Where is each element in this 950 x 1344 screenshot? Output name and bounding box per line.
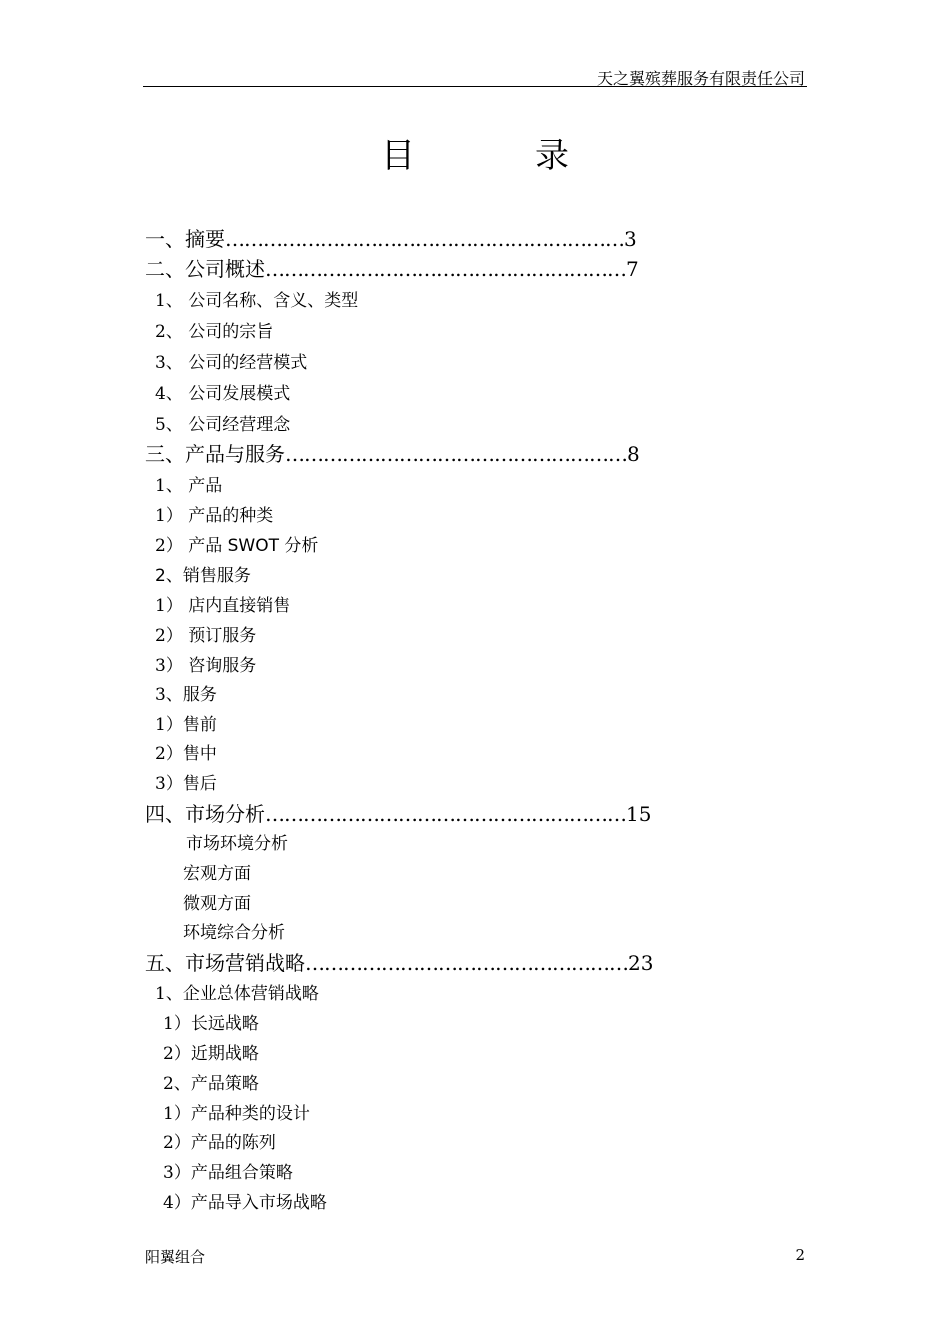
toc-section-4-leader: …………………………………………………	[265, 802, 626, 826]
footer-page-number: 2	[795, 1246, 805, 1264]
toc-item-3-3-b[interactable]: 2）售中	[155, 744, 217, 764]
toc-item-3-2[interactable]	[155, 561, 251, 586]
title-char-left: 目	[381, 136, 415, 176]
toc-item-2-2[interactable]: 2、 公司的宗旨	[155, 322, 274, 342]
toc-item-3-2-number: 2	[155, 566, 166, 586]
title-char-right: 录	[535, 136, 569, 176]
toc-section-2-leader: …………………………………………………	[265, 257, 626, 281]
toc-section-5-label: 五、市场营销战略	[145, 951, 305, 975]
toc-section-1[interactable]	[145, 223, 637, 252]
toc-item-3-1-b-prefix: 2） 产品	[155, 536, 228, 556]
toc-item-4-3[interactable]: 微观方面	[183, 894, 251, 914]
toc-section-3-page: 8	[627, 442, 640, 466]
footer-group-name: 阳翼组合	[145, 1248, 206, 1266]
toc-item-5-1-b[interactable]: 2）近期战略	[163, 1044, 259, 1064]
toc-item-2-5[interactable]: 5、 公司经营理念	[155, 415, 291, 435]
toc-section-5-page: 23	[628, 951, 654, 975]
toc-section-3-leader: ………………………………………………	[285, 442, 627, 466]
toc-item-2-3[interactable]: 3、 公司的经营模式	[155, 353, 308, 373]
toc-item-4-2[interactable]: 宏观方面	[183, 864, 251, 884]
toc-item-3-2-a[interactable]: 1） 店内直接销售	[155, 596, 291, 616]
toc-section-1-leader: ………………………………………………………	[225, 227, 624, 251]
toc-item-4-4[interactable]: 环境综合分析	[183, 923, 285, 943]
toc-item-3-3-a[interactable]: 1）售前	[155, 715, 217, 735]
toc-item-2-4[interactable]: 4、 公司发展模式	[155, 384, 291, 404]
toc-section-2-page: 7	[626, 257, 639, 281]
toc-item-5-2-a[interactable]: 1）产品种类的设计	[163, 1104, 310, 1124]
toc-item-3-1[interactable]: 1、 产品	[155, 476, 223, 496]
header-company-name: 天之翼殡葬服务有限责任公司	[596, 69, 805, 88]
toc-item-3-1-a[interactable]: 1） 产品的种类	[155, 506, 274, 526]
toc-item-3-2-b[interactable]: 2） 预订服务	[155, 626, 257, 646]
toc-section-4-page: 15	[626, 802, 652, 826]
toc-section-5-leader: ……………………………………………	[305, 951, 628, 975]
toc-item-3-2-c[interactable]: 3） 咨询服务	[155, 656, 257, 676]
toc-section-1-page: 3	[624, 227, 637, 251]
toc-item-3-1-b[interactable]	[155, 531, 318, 556]
toc-item-5-2[interactable]: 2、产品策略	[163, 1074, 259, 1094]
toc-item-5-1[interactable]: 1、企业总体营销战略	[155, 984, 319, 1004]
toc-item-3-1-b-suffix: 分析	[279, 536, 319, 556]
toc-item-5-2-b[interactable]: 2）产品的陈列	[163, 1133, 276, 1153]
toc-item-3-3-c[interactable]: 3）售后	[155, 774, 217, 794]
toc-section-4[interactable]	[145, 798, 651, 827]
toc-section-1-label: 一、摘要	[145, 227, 225, 251]
toc-item-3-1-b-swot: SWOT	[227, 536, 279, 556]
toc-section-2-label: 二、公司概述	[145, 257, 265, 281]
toc-section-3[interactable]	[145, 438, 640, 467]
toc-item-5-2-d[interactable]: 4）产品导入市场战略	[163, 1193, 327, 1213]
toc-item-2-1[interactable]: 1、 公司名称、含义、类型	[155, 291, 359, 311]
toc-section-2[interactable]	[145, 253, 639, 282]
toc-section-5[interactable]	[145, 947, 653, 976]
toc-item-4-1[interactable]: 市场环境分析	[186, 834, 288, 854]
toc-item-3-2-text: 、销售服务	[165, 566, 251, 586]
toc-section-4-label: 四、市场分析	[145, 802, 265, 826]
toc-item-5-2-c[interactable]: 3）产品组合策略	[163, 1163, 293, 1183]
toc-item-3-3[interactable]: 3、服务	[155, 685, 217, 705]
toc-section-3-label: 三、产品与服务	[145, 442, 285, 466]
toc-item-5-1-a[interactable]: 1）长远战略	[163, 1014, 259, 1034]
